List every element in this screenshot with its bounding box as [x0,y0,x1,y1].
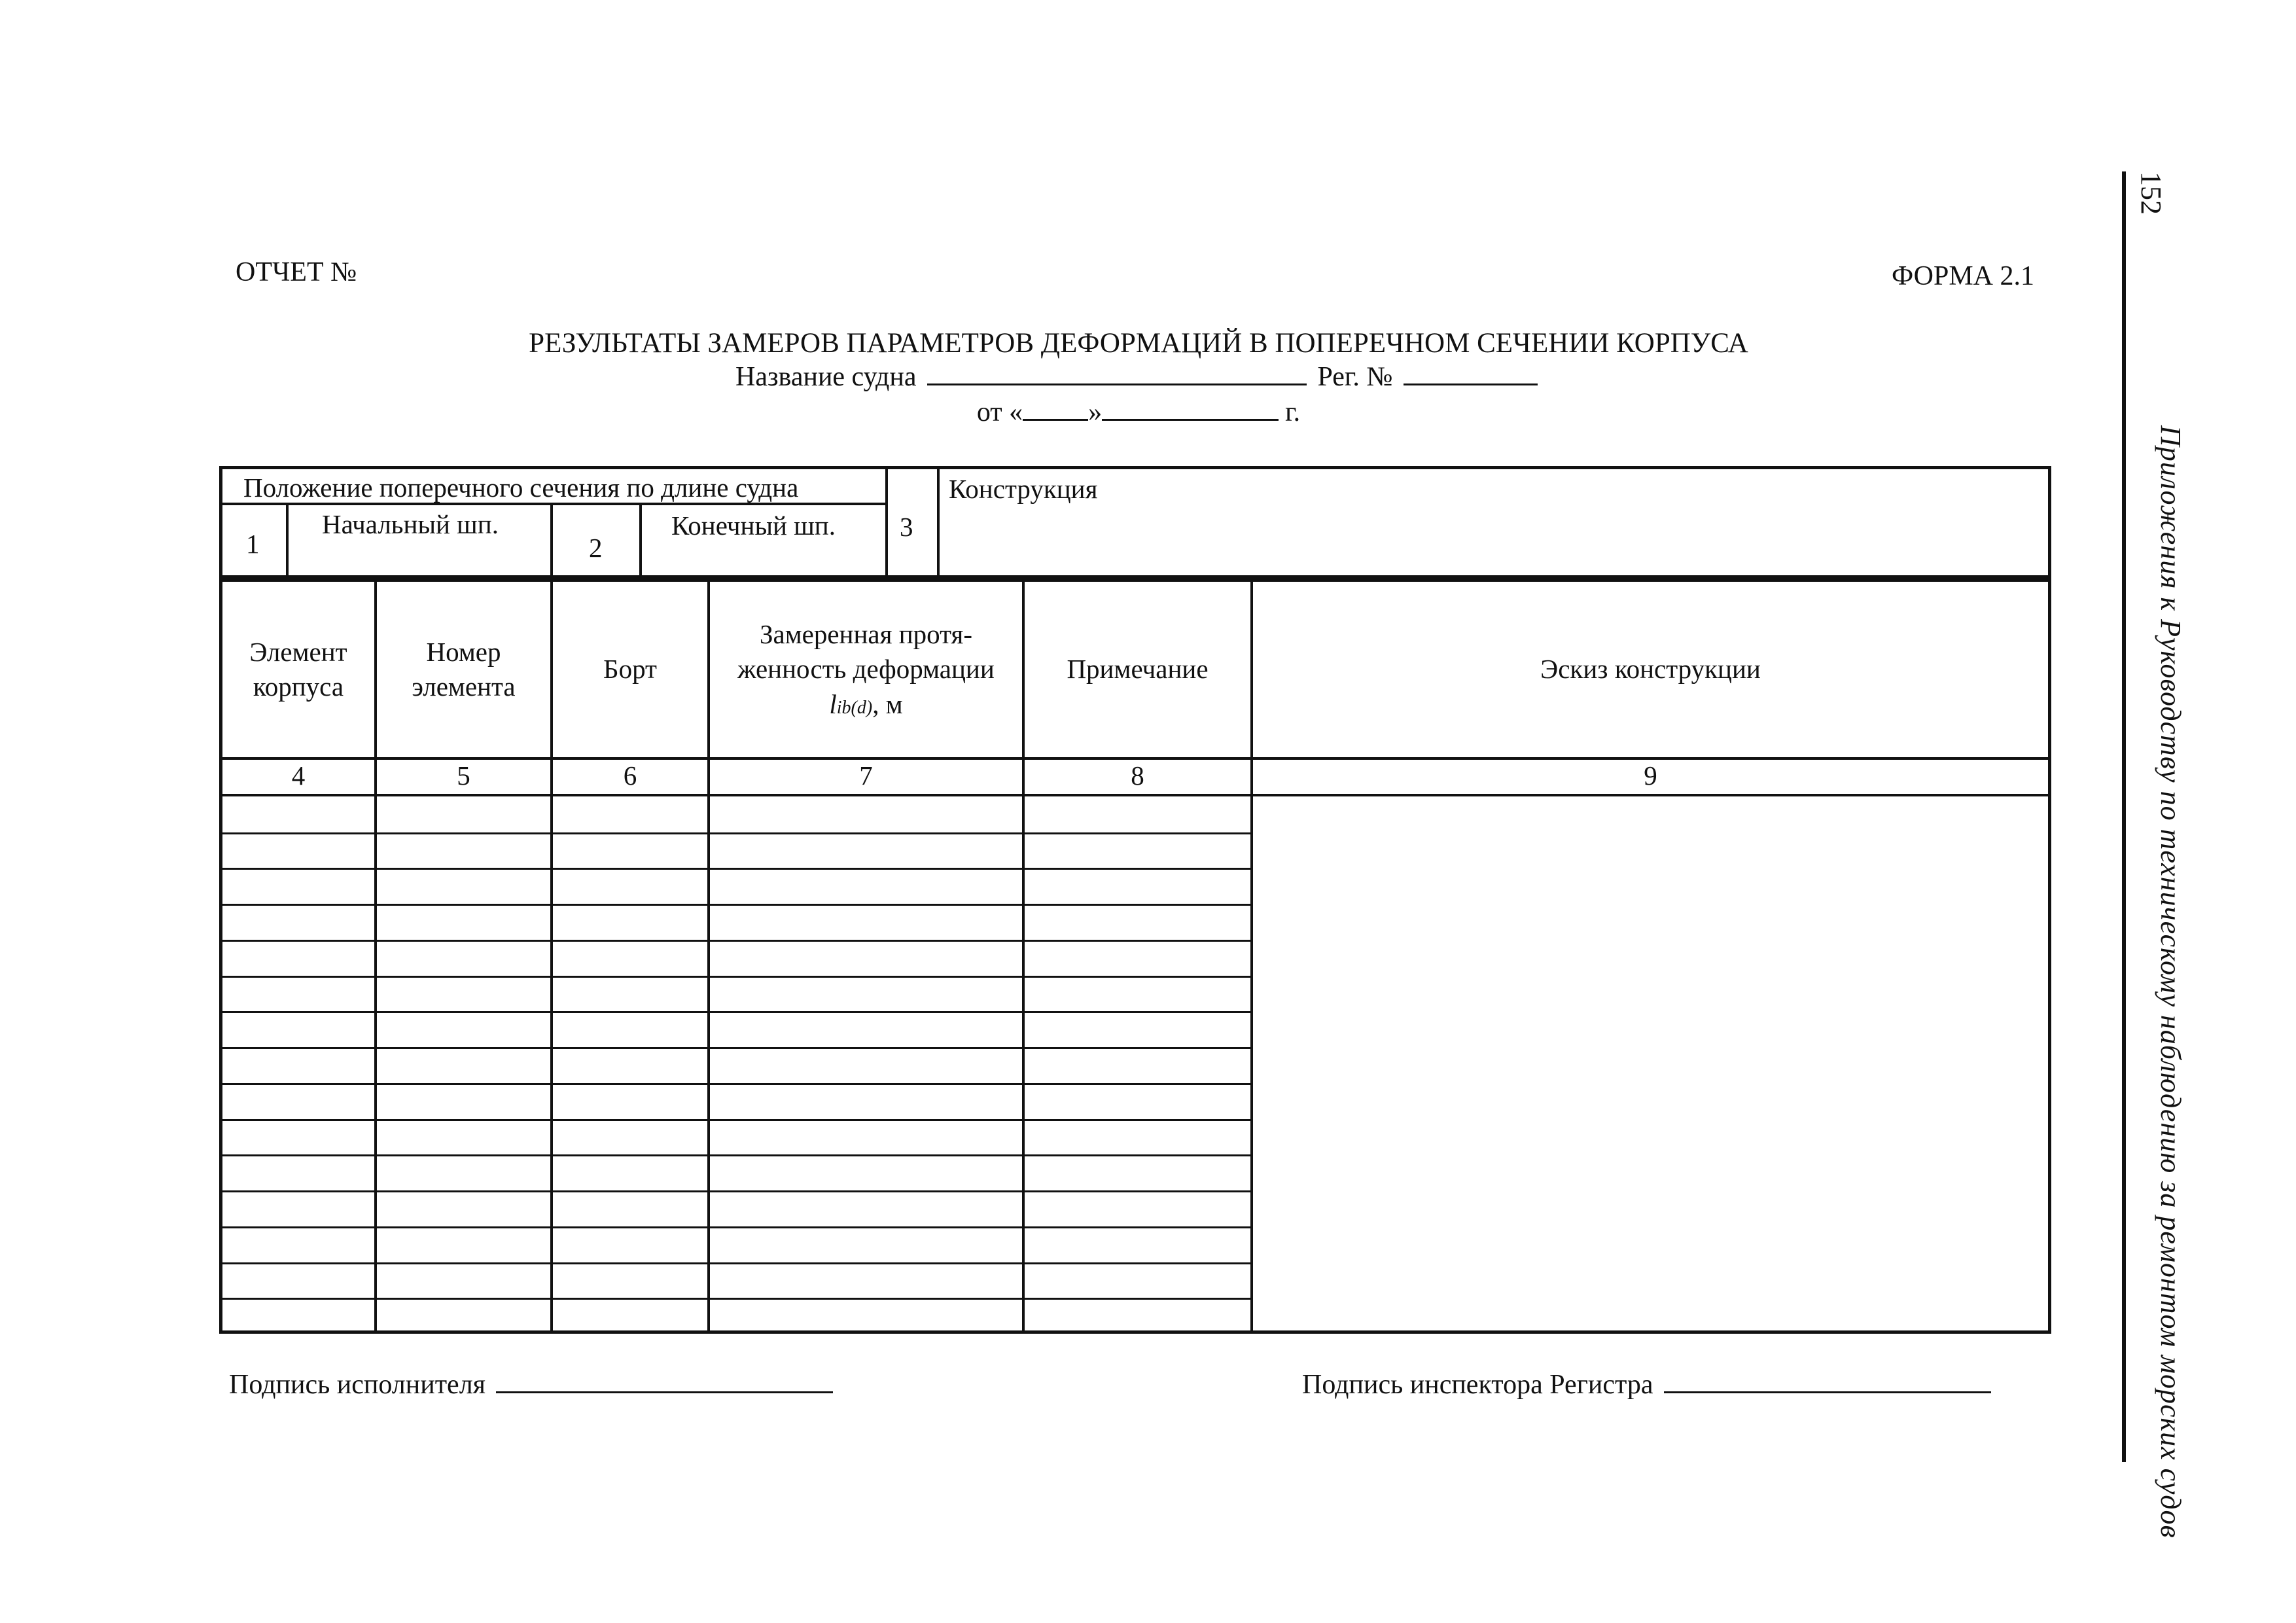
table-row-divider [222,832,1253,834]
report-number-label: ОТЧЕТ № [236,257,357,287]
col-number-4: 4 [291,760,306,791]
col-number-6: 6 [623,760,637,791]
col-hull-element-header: Элемент корпуса [249,636,347,702]
date-day-field[interactable] [1023,397,1088,421]
table-row-divider [222,1226,1253,1228]
table-row-divider [222,1083,1253,1085]
col-number-7: 7 [859,760,873,791]
table-row-divider [222,1190,1253,1192]
inspector-signature-field[interactable] [1664,1369,1991,1393]
col-deformation-length-header: Замеренная протя- женность деформации lib(d), м [737,619,995,719]
col3-number: 3 [900,512,913,542]
col-number-5: 5 [457,760,470,791]
table-row-divider [222,904,1253,906]
inspector-signature-label: Подпись инспектора Регистра [1302,1370,1653,1400]
sketch-area[interactable] [1253,796,2048,1334]
table-row-divider [222,1262,1253,1264]
margin-caption: Приложения к Руководству по техническому наблюдению за ремонтом морских судов [2155,425,2187,1539]
table-row-divider [222,976,1253,978]
table-row-divider [222,1011,1253,1013]
table-row-divider [222,940,1253,942]
col2-number: 2 [589,533,603,563]
col-element-number-header: Номер элемента [412,636,516,702]
date-suffix: г. [1285,397,1301,427]
end-frame-label: Конечный шп. [671,510,836,541]
section-position-table [219,466,2051,579]
table-row-divider [222,868,1253,870]
table-row-divider [222,1298,1253,1300]
date-mid: » [1088,397,1103,427]
construction-label: Конструкция [949,474,1098,504]
table-row-divider [222,1119,1253,1121]
table-row-divider [222,1047,1253,1049]
section-position-title: Положение поперечного сечения по длине судна [243,473,799,503]
col-side-header: Борт [603,654,657,685]
date-line [0,397,2277,428]
col-note-header: Примечание [1067,654,1209,685]
reg-number-field[interactable] [1404,361,1538,385]
date-month-field[interactable] [1102,397,1279,421]
date-prefix: от « [976,397,1023,427]
executor-signature-field[interactable] [496,1369,833,1393]
ship-name-field[interactable] [927,361,1307,385]
ship-name-label: Название судна [735,362,917,392]
ship-name-line [0,361,2277,393]
margin-rule [2122,171,2126,1462]
document-title: РЕЗУЛЬТАТЫ ЗАМЕРОВ ПАРАМЕТРОВ ДЕФОРМАЦИЙ В ПОПЕРЕЧНОМ СЕЧЕНИИ КОРПУСА [529,328,1748,359]
executor-signature [229,1369,837,1400]
col-number-8: 8 [1131,760,1144,791]
col1-number: 1 [246,529,260,559]
page-number: 152 [2135,171,2167,215]
start-frame-label: Начальный шп. [322,509,499,539]
executor-signature-label: Подпись исполнителя [229,1370,486,1400]
col-sketch-header: Эскиз конструкции [1540,654,1761,685]
form-number-label: ФОРМА 2.1 [1891,261,2034,291]
inspector-signature [1302,1369,1995,1400]
measurement-table [219,579,2051,1334]
col-number-9: 9 [1644,760,1657,791]
reg-number-label: Рег. № [1317,362,1393,392]
table-row-divider [222,1154,1253,1156]
